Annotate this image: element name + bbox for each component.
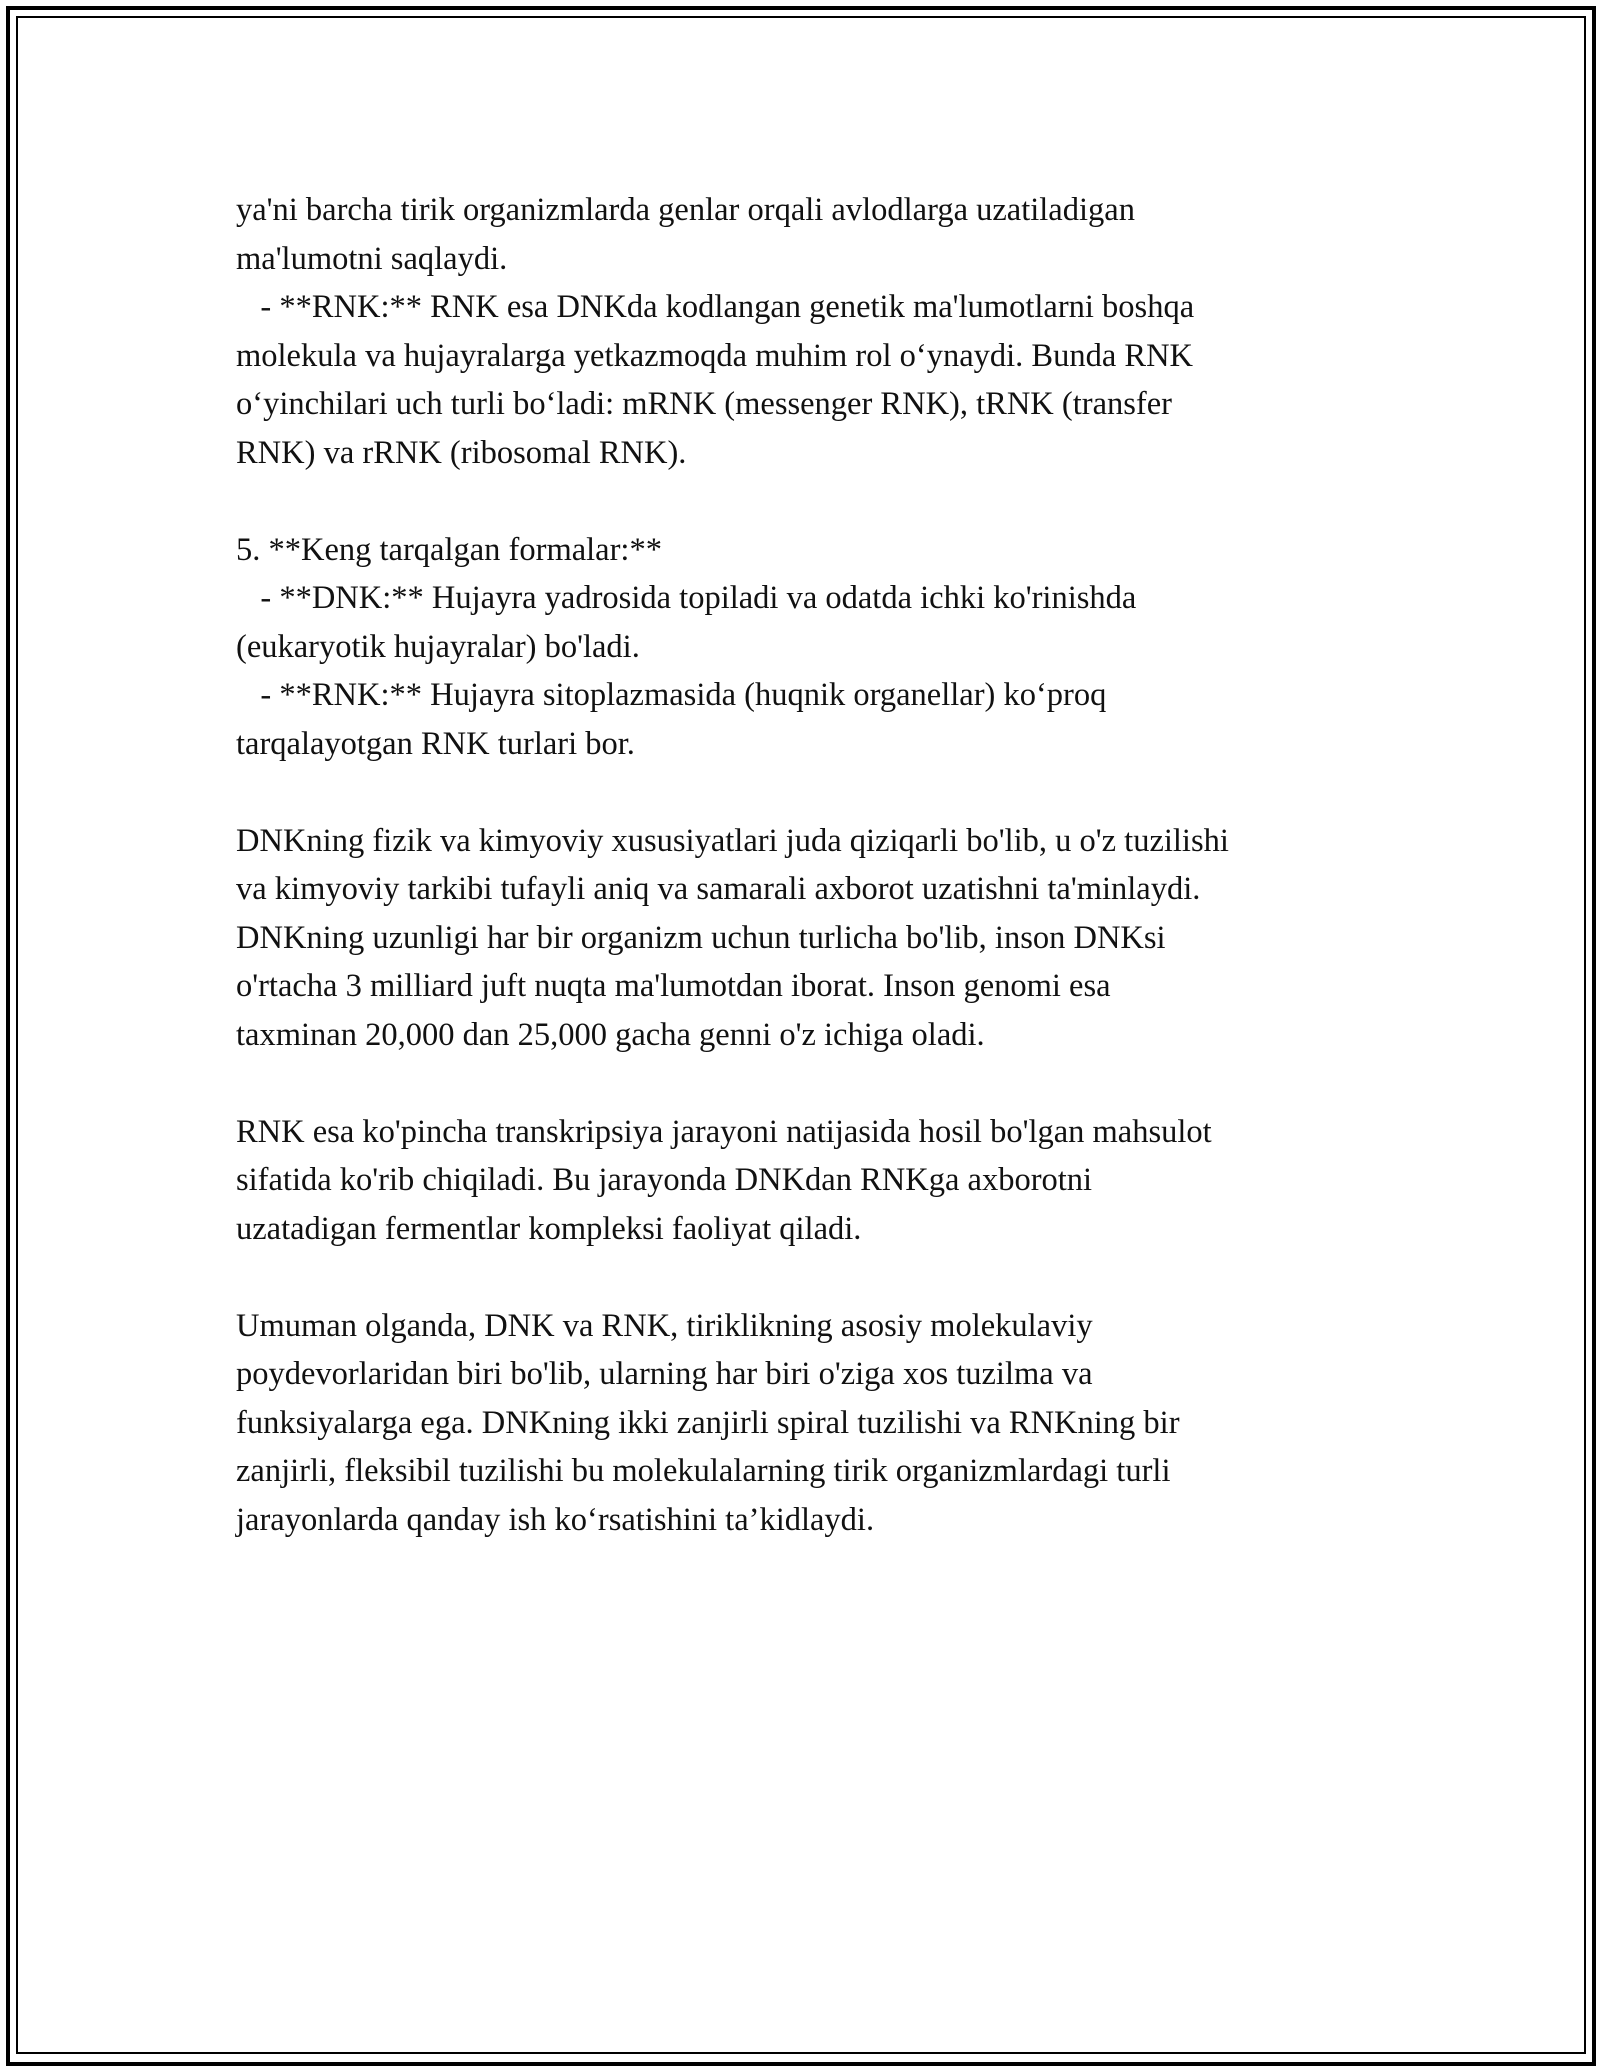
text-line: jarayonlarda qanday ish ko‘rsatishini ta’kidlaydi. — [236, 1501, 875, 1538]
text-line: ma'lumotni saqlaydi. — [236, 240, 508, 277]
text-line: RNK esa ko'pincha transkripsiya jarayoni natijasida hosil bo'lgan mahsulot — [236, 1113, 1212, 1150]
text-line: o'rtacha 3 milliard juft nuqta ma'lumotdan iborat. Inson genomi esa — [236, 968, 1111, 1004]
text-line: zanjirli, fleksibil tuzilishi bu molekulalarning tirik organizmlardagi turli — [236, 1453, 1171, 1489]
text-line: 5. **Keng tarqalgan formalar:** — [236, 531, 662, 568]
paragraph-gap — [236, 768, 1366, 817]
paragraph-gap — [236, 477, 1366, 526]
paragraph-gap — [236, 1253, 1366, 1302]
text-line: uzatadigan fermentlar kompleksi faoliyat qiladi. — [236, 1210, 862, 1247]
text-line: o‘yinchilari uch turli bo‘ladi: mRNK (messenger RNK), tRNK (transfer — [236, 386, 1172, 422]
text-line: RNK) va rRNK (ribosomal RNK). — [236, 434, 687, 471]
text-line: ya'ni barcha tirik organizmlarda genlar orqali avlodlarga uzatiladigan — [236, 192, 1135, 228]
text-line: molekula va hujayralarga yetkazmoqda muhim rol o‘ynaydi. Bunda RNK — [236, 337, 1194, 374]
text-line: tarqalayotgan RNK turlari bor. — [236, 725, 635, 762]
paragraph-gap — [236, 1059, 1366, 1108]
text-line: funksiyalarga ega. DNKning ikki zanjirli spiral tuzilishi va RNKning bir — [236, 1404, 1180, 1441]
text-line: poydevorlaridan biri bo'lib, ularning har biri o'ziga xos tuzilma va — [236, 1356, 1093, 1392]
text-line: Umuman olganda, DNK va RNK, tiriklikning asosiy molekulaviy — [236, 1307, 1093, 1344]
text-line: taxminan 20,000 dan 25,000 gacha genni o'z ichiga oladi. — [236, 1016, 985, 1053]
document-body — [236, 186, 1366, 1544]
text-line: DNKning fizik va kimyoviy xususiyatlari juda qiziqarli bo'lib, u o'z tuzilishi — [236, 822, 1229, 859]
text-line: - **RNK:** RNK esa DNKda kodlangan genetik ma'lumotlarni boshqa — [236, 289, 1195, 325]
text-line: sifatida ko'rib chiqiladi. Bu jarayonda DNKdan RNKga axborotni — [236, 1162, 1093, 1198]
text-line: DNKning uzunligi har bir organizm uchun turlicha bo'lib, inson DNKsi — [236, 919, 1166, 956]
text-line: - **RNK:** Hujayra sitoplazmasida (huqnik organellar) ko‘proq — [236, 677, 1107, 713]
text-line: (eukaryotik hujayralar) bo'ladi. — [236, 628, 640, 665]
text-line: - **DNK:** Hujayra yadrosida topiladi va odatda ichki ko'rinishda — [236, 580, 1137, 616]
text-line: va kimyoviy tarkibi tufayli aniq va samarali axborot uzatishni ta'minlaydi. — [236, 871, 1201, 907]
